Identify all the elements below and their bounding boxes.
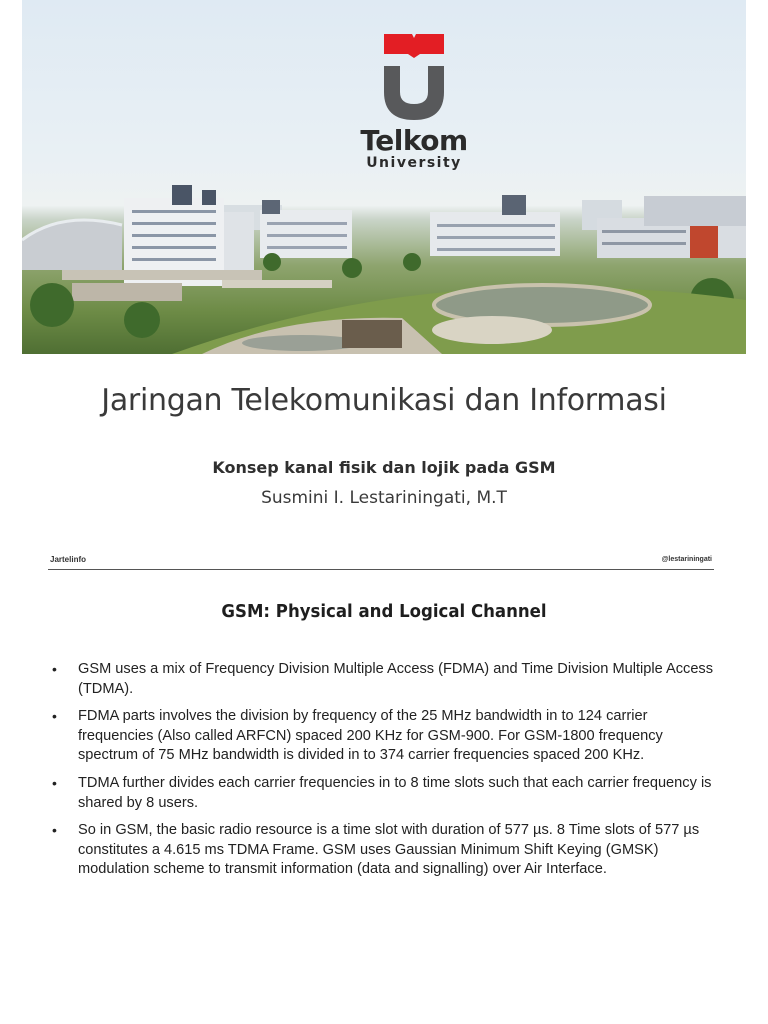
footer-course-code: Jartelinfo	[50, 555, 87, 564]
logo-mark-icon	[344, 28, 484, 124]
lecture-subtitle: Konsep kanal fisik dan lojik pada GSM	[212, 458, 556, 477]
logo-text-university: University	[366, 155, 462, 171]
bullet-text: FDMA parts involves the division by frequency of the 25 MHz bandwidth in to 124 carrier frequencies (Also called ARFCN) spaced 200 KHz for GSM-900. For GSM-1800 frequency spectrum of 75 MHz bandwidth is divided in to 374 carrier frequencies spaced 200 KHz.	[78, 708, 663, 764]
bullet-icon: •	[52, 774, 57, 791]
bullet-icon: •	[52, 822, 57, 839]
footer-handle: @lestariningati	[661, 556, 712, 563]
bullet-list	[52, 660, 720, 888]
list-item	[52, 774, 720, 813]
bullet-icon: •	[52, 708, 57, 725]
list-item	[52, 660, 720, 699]
campus-photo	[22, 0, 746, 354]
bullet-text: GSM uses a mix of Frequency Division Multiple Access (FDMA) and Time Division Multiple Access (TDMA).	[78, 661, 714, 697]
list-item	[52, 821, 720, 880]
bullet-text: TDMA further divides each carrier frequencies in to 8 time slots such that each carrier frequency is shared by 8 users.	[78, 774, 712, 811]
bullet-text: So in GSM, the basic radio resource is a time slot with duration of 577 µs. 8 Time slots of 577 µs constitutes a 4.615 ms TDMA Frame. GSM uses Gaussian Minimum Shift Keying (GMSK) modulation scheme to transmit information (data and signalling) over Air Interface.	[78, 822, 700, 878]
bullet-icon: •	[52, 661, 57, 677]
list-item	[52, 707, 720, 766]
telkom-university-logo	[344, 28, 484, 178]
footer-divider	[48, 569, 714, 570]
logo-text-telkom: Telkom	[360, 124, 468, 157]
slide-title: GSM: Physical and Logical Channel	[221, 601, 547, 622]
course-title: Jaringan Telekomunikasi dan Informasi	[101, 383, 667, 418]
dome-hall	[22, 220, 122, 270]
author-name: Susmini I. Lestariningati, M.T	[261, 488, 507, 508]
